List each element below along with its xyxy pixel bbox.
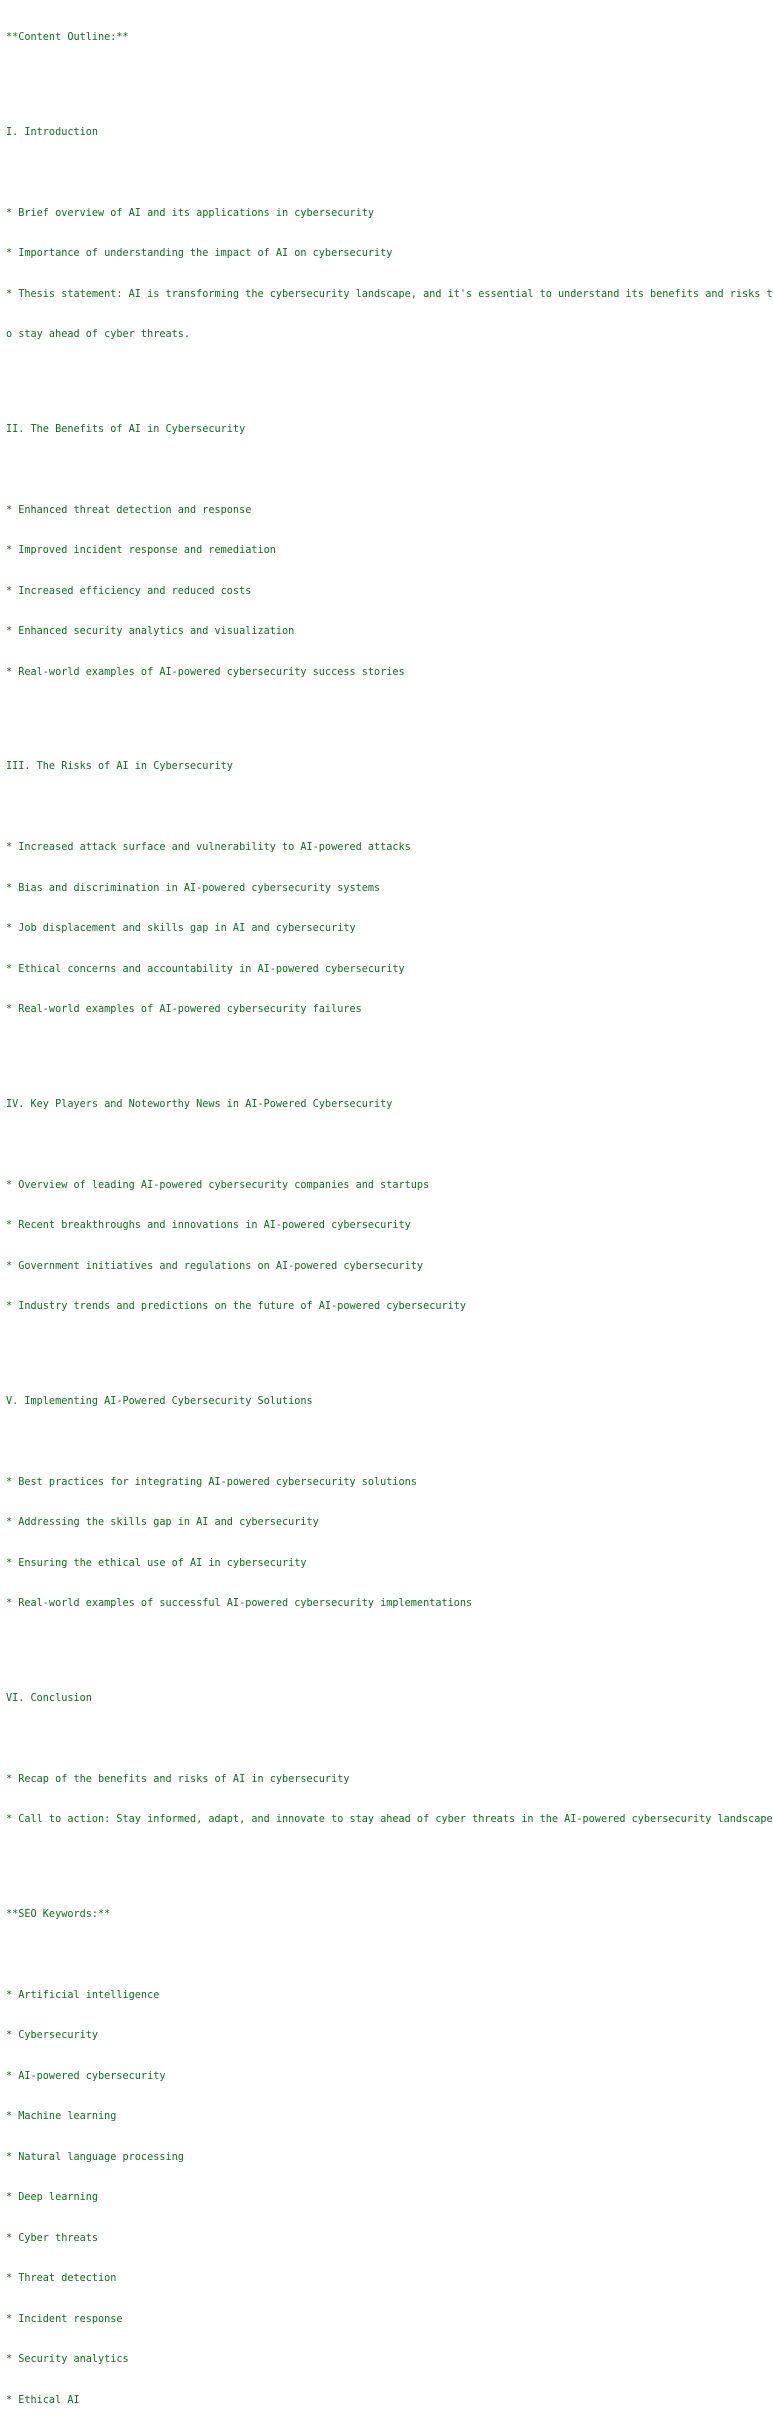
spacer	[6, 801, 757, 815]
keyword-item: * Cybersecurity	[6, 2030, 99, 2041]
spacer	[6, 1638, 757, 1652]
section-heading-implementing: V. Implementing AI-Powered Cybersecurity Solutions	[6, 1395, 313, 1407]
spacer	[6, 1854, 757, 1868]
list-item: * Best practices for integrating AI-powered cybersecurity solutions	[6, 1476, 417, 1488]
list-item: * Real-world examples of successful AI-powered cybersecurity implementations	[6, 1598, 473, 1609]
list-item: * Industry trends and predictions on the future of AI-powered cybersecurity	[6, 1301, 467, 1312]
list-item: * Overview of leading AI-powered cybersecurity companies and startups	[6, 1179, 430, 1191]
keyword-item: * Artificial intelligence	[6, 1989, 160, 2001]
content-outline-header: **Content Outline:**	[6, 32, 129, 43]
list-item: * Government initiatives and regulations on AI-powered cybersecurity	[6, 1260, 424, 1272]
spacer	[6, 1044, 757, 1058]
keyword-item: * Ethical AI	[6, 2394, 80, 2406]
spacer	[6, 706, 757, 720]
spacer	[6, 369, 757, 383]
list-item: * Recap of the benefits and risks of AI in cybersecurity	[6, 1773, 350, 1785]
section-heading-risks: III. The Risks of AI in Cybersecurity	[6, 761, 233, 772]
keyword-item: * Threat detection	[6, 2273, 117, 2284]
keyword-item: * AI-powered cybersecurity	[6, 2070, 166, 2082]
spacer	[6, 1948, 757, 1962]
spacer	[6, 72, 757, 86]
list-item: * Real-world examples of AI-powered cybersecurity failures	[6, 1004, 362, 1015]
section-heading-benefits: II. The Benefits of AI in Cybersecurity	[6, 423, 246, 435]
keyword-item: * Security analytics	[6, 2354, 129, 2365]
keyword-item: * Deep learning	[6, 2192, 99, 2203]
list-item: * Ethical concerns and accountability in AI-powered cybersecurity	[6, 963, 405, 975]
seo-keywords-header: **SEO Keywords:**	[6, 1908, 111, 1920]
list-item: * Enhanced threat detection and response	[6, 504, 252, 516]
list-item-continuation: o stay ahead of cyber threats.	[6, 329, 191, 340]
list-item: * Real-world examples of AI-powered cybersecurity success stories	[6, 666, 405, 678]
section-heading-introduction: I. Introduction	[6, 126, 99, 138]
spacer	[6, 1732, 757, 1746]
section-heading-conclusion: VI. Conclusion	[6, 1692, 92, 1704]
list-item: * Job displacement and skills gap in AI and cybersecurity	[6, 923, 356, 934]
spacer	[6, 1138, 757, 1152]
list-item: * Brief overview of AI and its applications in cybersecurity	[6, 207, 375, 219]
list-item: * Increased attack surface and vulnerability to AI-powered attacks	[6, 842, 411, 853]
section-heading-key-players: IV. Key Players and Noteworthy News in AI-Powered Cybersecurity	[6, 1098, 393, 1110]
list-item: * Addressing the skills gap in AI and cybersecurity	[6, 1517, 319, 1528]
list-item: * Recent breakthroughs and innovations in AI-powered cybersecurity	[6, 1220, 411, 1231]
keyword-item: * Incident response	[6, 2313, 123, 2325]
keyword-item: * Cyber threats	[6, 2232, 99, 2244]
spacer	[6, 1341, 757, 1355]
spacer	[6, 463, 757, 477]
list-item: * Improved incident response and remediation	[6, 545, 276, 556]
spacer	[6, 1435, 757, 1449]
keyword-item: * Machine learning	[6, 2111, 117, 2122]
list-item: * Bias and discrimination in AI-powered cybersecurity systems	[6, 882, 381, 894]
list-item: * Importance of understanding the impact of AI on cybersecurity	[6, 248, 393, 259]
list-item: * Increased efficiency and reduced costs	[6, 585, 252, 597]
list-item: * Ensuring the ethical use of AI in cybersecurity	[6, 1557, 307, 1569]
keyword-item: * Natural language processing	[6, 2151, 184, 2163]
list-item: * Call to action: Stay informed, adapt, and innovate to stay ahead of cyber threats in the AI-powered cybersecurity landscape	[6, 1814, 773, 1825]
spacer	[6, 166, 757, 180]
list-item: * Thesis statement: AI is transforming the cybersecurity landscape, and it's essential to understand its benefits and risks t	[6, 288, 773, 300]
list-item: * Enhanced security analytics and visualization	[6, 626, 295, 637]
